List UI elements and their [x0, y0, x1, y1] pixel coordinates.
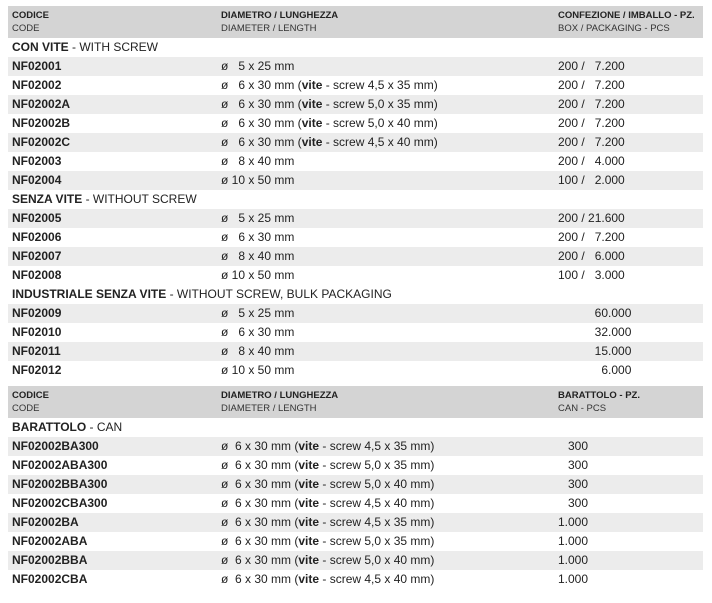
packaging-qty: 6.000 — [558, 363, 632, 377]
diameter-text: ø 6 x 30 mm ( — [221, 572, 299, 586]
diameter-text: ø 6 x 30 mm ( — [221, 135, 302, 149]
header-diametro: DIAMETRO / LUNGHEZZA — [221, 390, 339, 401]
section-title-bold: CON VITE — [12, 40, 69, 54]
header-code-col — [12, 9, 49, 35]
product-code: NF02002BBA — [12, 553, 88, 567]
can-qty: 300 — [558, 439, 589, 453]
table-row — [8, 456, 703, 475]
header-barattolo: BARATTOLO - PZ. — [558, 390, 640, 401]
packaging-qty: 15.000 — [558, 344, 632, 358]
product-code: NF02009 — [12, 306, 62, 320]
packaging-qty: 200 / 7.200 — [558, 78, 625, 92]
screw-spec: - screw 5,0 x 40 mm) — [319, 477, 435, 491]
screw-spec: - screw 4,5 x 35 mm) — [319, 439, 435, 453]
vite-label: vite — [298, 496, 320, 510]
diameter-text: ø 10 x 50 mm — [221, 173, 295, 187]
product-code: NF02003 — [12, 154, 62, 168]
product-code: NF02008 — [12, 268, 62, 282]
diameter-text: ø 6 x 30 mm ( — [221, 553, 299, 567]
table-row — [8, 152, 703, 171]
product-code: NF02002B — [12, 116, 71, 130]
header-confezione: CONFEZIONE / IMBALLO - PZ. — [558, 10, 695, 21]
diameter-cell — [221, 228, 294, 247]
diameter-cell — [221, 304, 294, 323]
diameter-text: ø 6 x 30 mm ( — [221, 116, 302, 130]
product-code: NF02002CBA300 — [12, 496, 108, 510]
diameter-cell — [221, 152, 294, 171]
diameter-cell — [221, 437, 434, 456]
can-qty: 300 — [558, 477, 589, 491]
packaging-qty: 200 / 21.600 — [558, 211, 625, 225]
screw-spec: - screw 5,0 x 40 mm) — [319, 553, 435, 567]
table-row — [8, 304, 703, 323]
table-row — [8, 114, 703, 133]
packaging-qty: 200 / 7.200 — [558, 135, 625, 149]
vite-label: vite — [301, 135, 323, 149]
diameter-cell — [221, 323, 294, 342]
table-row — [8, 323, 703, 342]
packaging-qty: 60.000 — [558, 306, 632, 320]
diameter-text: ø 6 x 30 mm — [221, 230, 295, 244]
diameter-cell — [221, 76, 438, 95]
header-code-col — [12, 389, 49, 415]
diameter-cell — [221, 247, 294, 266]
vite-label: vite — [301, 78, 323, 92]
screw-spec: - screw 4,5 x 40 mm) — [319, 572, 435, 586]
section-title — [8, 190, 703, 209]
product-code: NF02001 — [12, 59, 62, 73]
header-diameter-col — [221, 9, 338, 35]
header-code: CODE — [12, 23, 40, 34]
diameter-cell — [221, 513, 434, 532]
screw-spec: - screw 4,5 x 35 mm) — [322, 78, 438, 92]
table-row — [8, 361, 703, 380]
vite-label: vite — [298, 439, 320, 453]
header-code: CODE — [12, 403, 40, 414]
screw-spec: - screw 5,0 x 35 mm) — [322, 97, 438, 111]
vite-label: vite — [301, 97, 323, 111]
product-catalog — [8, 6, 703, 589]
packaging-qty: 200 / 7.200 — [558, 59, 625, 73]
diameter-text: ø 6 x 30 mm ( — [221, 477, 299, 491]
diameter-text: ø 8 x 40 mm — [221, 249, 295, 263]
product-code: NF02005 — [12, 211, 62, 225]
product-code: NF02002BA — [12, 515, 79, 529]
packaging-qty: 100 / 2.000 — [558, 173, 625, 187]
table-row — [8, 532, 703, 551]
section-title-bold: BARATTOLO — [12, 420, 87, 434]
table-row — [8, 494, 703, 513]
diameter-text: ø 5 x 25 mm — [221, 306, 295, 320]
screw-spec: - screw 4,5 x 40 mm) — [322, 135, 438, 149]
vite-label: vite — [298, 572, 320, 586]
diameter-text: ø 6 x 30 mm ( — [221, 97, 302, 111]
screw-spec: - screw 5,0 x 35 mm) — [319, 458, 435, 472]
diameter-cell — [221, 133, 438, 152]
product-code: NF02002C — [12, 135, 71, 149]
product-code: NF02006 — [12, 230, 62, 244]
header-diameter: DIAMETER / LENGTH — [221, 403, 317, 414]
section-title-rest: - WITHOUT SCREW — [82, 192, 197, 206]
product-code: NF02002ABA300 — [12, 458, 108, 472]
diameter-cell — [221, 114, 438, 133]
header-codice: CODICE — [12, 10, 49, 21]
product-code: NF02002CBA — [12, 572, 88, 586]
vite-label: vite — [298, 515, 320, 529]
can-qty: 300 — [558, 496, 589, 510]
header-diametro: DIAMETRO / LUNGHEZZA — [221, 10, 339, 21]
diameter-text: ø 6 x 30 mm ( — [221, 439, 299, 453]
table-row — [8, 513, 703, 532]
vite-label: vite — [298, 534, 320, 548]
screw-spec: - screw 4,5 x 40 mm) — [319, 496, 435, 510]
packaging-qty: 200 / 7.200 — [558, 230, 625, 244]
can-qty: 300 — [558, 458, 589, 472]
header-can: CAN - PCS — [558, 403, 607, 414]
product-code: NF02002BA300 — [12, 439, 99, 453]
packaging-qty: 200 / 7.200 — [558, 116, 625, 130]
product-code: NF02011 — [12, 344, 61, 358]
vite-label: vite — [298, 477, 320, 491]
vite-label: vite — [298, 553, 320, 567]
diameter-text: ø 6 x 30 mm ( — [221, 515, 299, 529]
header-packaging-col — [558, 9, 695, 35]
table-row — [8, 266, 703, 285]
diameter-cell — [221, 494, 434, 513]
diameter-cell — [221, 456, 434, 475]
diameter-text: ø 6 x 30 mm ( — [221, 458, 299, 472]
screw-spec: - screw 5,0 x 40 mm) — [322, 116, 438, 130]
screw-spec: - screw 4,5 x 35 mm) — [319, 515, 435, 529]
diameter-text: ø 8 x 40 mm — [221, 344, 295, 358]
diameter-cell — [221, 95, 438, 114]
can-qty: 1.000 — [558, 572, 589, 586]
diameter-cell — [221, 532, 434, 551]
table-row — [8, 475, 703, 494]
can-qty: 1.000 — [558, 553, 589, 567]
diameter-text: ø 8 x 40 mm — [221, 154, 295, 168]
diameter-text: ø 6 x 30 mm — [221, 325, 295, 339]
section-title — [8, 418, 703, 437]
diameter-text: ø 10 x 50 mm — [221, 363, 295, 377]
header-diameter: DIAMETER / LENGTH — [221, 23, 317, 34]
table-row — [8, 57, 703, 76]
diameter-text: ø 5 x 25 mm — [221, 211, 295, 225]
table-row — [8, 76, 703, 95]
table-row — [8, 570, 703, 589]
product-code: NF02010 — [12, 325, 62, 339]
table1-header — [8, 6, 703, 38]
vite-label: vite — [298, 458, 320, 472]
table-row — [8, 228, 703, 247]
packaging-qty: 32.000 — [558, 325, 632, 339]
can-qty: 1.000 — [558, 534, 589, 548]
table1-body — [8, 38, 703, 380]
packaging-qty: 100 / 3.000 — [558, 268, 625, 282]
table2-body — [8, 437, 703, 589]
diameter-cell — [221, 361, 294, 380]
diameter-cell — [221, 171, 294, 190]
can-qty: 1.000 — [558, 515, 589, 529]
vite-label: vite — [301, 116, 323, 130]
table-row — [8, 437, 703, 456]
section-title — [8, 285, 703, 304]
diameter-cell — [221, 342, 294, 361]
diameter-cell — [221, 266, 294, 285]
table-row — [8, 95, 703, 114]
diameter-cell — [221, 209, 294, 228]
diameter-text: ø 5 x 25 mm — [221, 59, 295, 73]
product-code: NF02007 — [12, 249, 62, 263]
section-title-bold: SENZA VITE — [12, 192, 83, 206]
packaging-qty: 200 / 7.200 — [558, 97, 625, 111]
section-title-rest: - WITH SCREW — [68, 40, 158, 54]
diameter-cell — [221, 551, 434, 570]
diameter-text: ø 6 x 30 mm ( — [221, 496, 299, 510]
table2-header — [8, 386, 703, 418]
table-row — [8, 247, 703, 266]
table-row — [8, 133, 703, 152]
product-code: NF02004 — [12, 173, 62, 187]
product-code: NF02002A — [12, 97, 71, 111]
packaging-qty: 200 / 6.000 — [558, 249, 625, 263]
diameter-cell — [221, 57, 294, 76]
table-row — [8, 551, 703, 570]
table-row — [8, 342, 703, 361]
header-box: BOX / PACKAGING - PCS — [558, 23, 670, 34]
header-can-col — [558, 389, 640, 415]
diameter-text: ø 6 x 30 mm ( — [221, 78, 302, 92]
section-title-rest: - CAN — [86, 420, 123, 434]
diameter-text: ø 10 x 50 mm — [221, 268, 295, 282]
section-title-rest: - WITHOUT SCREW, BULK PACKAGING — [166, 287, 392, 301]
header-codice: CODICE — [12, 390, 49, 401]
table-row — [8, 171, 703, 190]
product-code: NF02002 — [12, 78, 62, 92]
screw-spec: - screw 5,0 x 35 mm) — [319, 534, 435, 548]
section-title — [8, 38, 703, 57]
diameter-cell — [221, 475, 434, 494]
packaging-qty: 200 / 4.000 — [558, 154, 625, 168]
product-code: NF02002ABA — [12, 534, 88, 548]
product-code: NF02002BBA300 — [12, 477, 108, 491]
diameter-cell — [221, 570, 434, 589]
header-diameter-col — [221, 389, 338, 415]
diameter-text: ø 6 x 30 mm ( — [221, 534, 299, 548]
table-row — [8, 209, 703, 228]
section-title-bold: INDUSTRIALE SENZA VITE — [12, 287, 167, 301]
product-code: NF02012 — [12, 363, 62, 377]
